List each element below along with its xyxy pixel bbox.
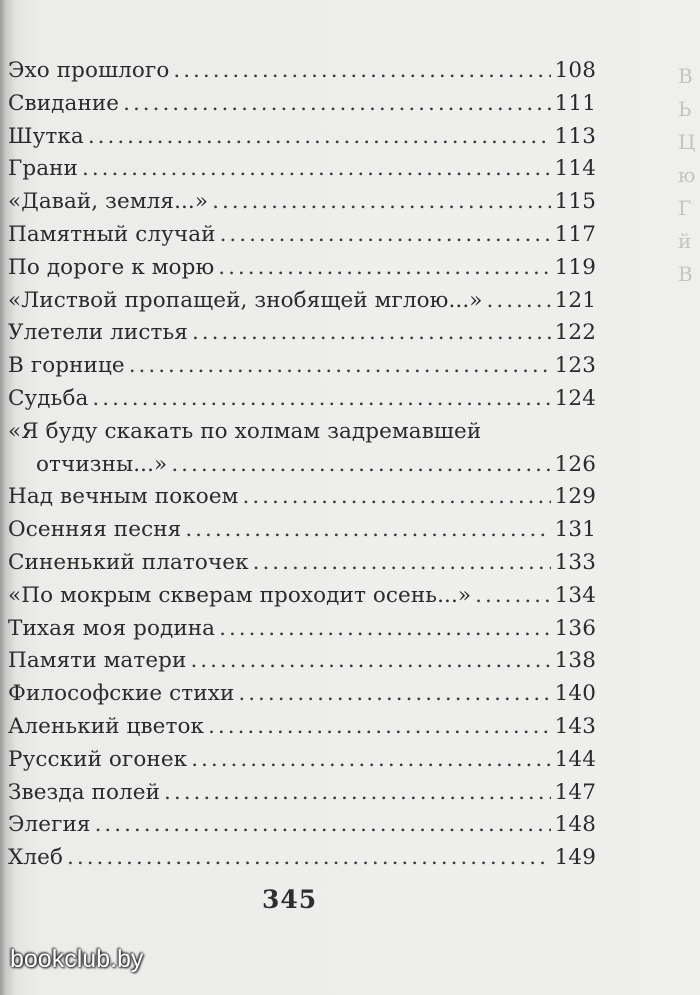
toc-entry-title: Судьба	[8, 385, 89, 411]
toc-entry[interactable]	[8, 550, 596, 583]
toc-entry-page: 115	[554, 189, 596, 215]
toc-entry[interactable]	[8, 91, 596, 124]
leader-dots	[67, 845, 551, 870]
toc-entry-title: Элегия	[8, 812, 91, 838]
toc-entry[interactable]	[8, 156, 596, 189]
watermark: bookclub.by	[10, 945, 144, 973]
leader-dots	[218, 255, 550, 280]
leader-dots	[95, 812, 551, 837]
toc-entry-page: 123	[554, 353, 596, 379]
leader-dots	[242, 484, 550, 509]
leader-dots	[173, 58, 550, 83]
toc-entry[interactable]	[8, 747, 596, 780]
toc-entry[interactable]	[8, 58, 596, 91]
toc-entry-page: 117	[554, 221, 596, 247]
toc-entry-page: 114	[554, 156, 596, 182]
leader-dots	[92, 386, 550, 411]
toc-entry-title: По дороге к морю	[8, 254, 215, 280]
leader-dots	[82, 156, 551, 181]
toc-entry-page: 147	[554, 779, 596, 805]
leader-dots	[88, 124, 551, 149]
leader-dots	[129, 353, 551, 378]
toc-entry[interactable]	[8, 320, 596, 353]
leader-dots	[220, 222, 551, 247]
toc-entry[interactable]	[8, 648, 596, 681]
toc-entry-page: 140	[554, 681, 596, 707]
page-number: 345	[262, 885, 318, 914]
toc-entry-page: 126	[554, 451, 596, 477]
toc-entry-page: 108	[554, 58, 596, 83]
toc-entry-page: 122	[554, 320, 596, 346]
toc-entry-page: 149	[554, 845, 596, 871]
leader-dots	[171, 452, 550, 477]
toc-entry[interactable]	[8, 812, 596, 845]
toc-entry-title: Тихая моя родина	[8, 615, 216, 641]
leader-dots	[219, 616, 551, 641]
toc-entry[interactable]	[8, 845, 596, 878]
toc-entry-title: Грани	[8, 156, 78, 182]
toc-entry-page: 131	[554, 517, 596, 543]
table-of-contents	[8, 58, 596, 878]
toc-entry-title: Осенняя песня	[8, 517, 182, 543]
leader-dots	[212, 189, 551, 214]
leader-dots	[123, 91, 551, 116]
leader-dots	[487, 288, 551, 313]
toc-entry-title: «Я буду скакать по холмам задремавшей	[8, 418, 482, 444]
toc-entry-title: Русский огонек	[8, 746, 188, 772]
show-through-text: В Ь Ц ю Г й В	[678, 64, 696, 286]
toc-entry-title: Памяти матери	[8, 648, 187, 674]
toc-entry[interactable]	[8, 484, 596, 517]
leader-dots	[191, 747, 550, 772]
toc-entry-title: Свидание	[8, 90, 120, 116]
leader-dots	[185, 517, 550, 542]
toc-entry-title: Аленький цветок	[8, 713, 205, 739]
toc-entry-title: отчизны...»	[36, 451, 168, 477]
leader-dots	[208, 714, 551, 739]
toc-entry[interactable]	[8, 616, 596, 649]
toc-entry-page: 138	[554, 648, 596, 674]
toc-entry-continuation[interactable]	[8, 452, 596, 485]
toc-entry-title: Шутка	[8, 123, 84, 149]
toc-entry-page: 124	[554, 385, 596, 411]
toc-entry[interactable]	[8, 681, 596, 714]
toc-entry[interactable]	[8, 189, 596, 222]
toc-entry-page: 148	[554, 812, 596, 838]
toc-entry-page: 136	[554, 615, 596, 641]
toc-entry-title: Синенький платочек	[8, 549, 249, 575]
toc-entry-page: 113	[554, 123, 596, 149]
toc-entry[interactable]	[8, 517, 596, 550]
toc-entry-title: Над вечным покоем	[8, 484, 239, 510]
toc-entry-page: 134	[554, 582, 596, 608]
leader-dots	[238, 681, 550, 706]
toc-entry-page: 119	[554, 254, 596, 280]
toc-entry-title: Памятный случай	[8, 221, 216, 247]
toc-entry-title: «По мокрым скверам проходит осень...»	[8, 582, 472, 608]
toc-entry-page: 144	[554, 746, 596, 772]
toc-entry[interactable]	[8, 353, 596, 386]
toc-entry-page: 133	[554, 549, 596, 575]
toc-entry[interactable]	[8, 255, 596, 288]
toc-entry[interactable]	[8, 419, 596, 452]
toc-entry-page: 143	[554, 713, 596, 739]
toc-entry[interactable]	[8, 714, 596, 747]
leader-dots	[190, 648, 550, 673]
toc-entry[interactable]	[8, 222, 596, 255]
toc-entry[interactable]	[8, 124, 596, 157]
toc-entry-page: 111	[554, 90, 596, 116]
leader-dots	[192, 320, 551, 345]
toc-entry-title: Звезда полей	[8, 779, 161, 805]
toc-entry[interactable]	[8, 780, 596, 813]
toc-entry-title: «Давай, земля...»	[8, 189, 209, 215]
toc-entry-title: «Листвой пропащей, знобящей мглою...»	[8, 287, 483, 313]
toc-entry[interactable]	[8, 288, 596, 321]
leader-dots	[475, 583, 550, 608]
toc-entry-title: Улетели листья	[8, 320, 188, 346]
toc-entry-page: 121	[554, 287, 596, 313]
toc-entry[interactable]	[8, 583, 596, 616]
leader-dots	[253, 550, 551, 575]
toc-entry-title: Философские стихи	[8, 681, 235, 707]
toc-entry-title: Хлеб	[8, 845, 64, 871]
leader-dots	[164, 780, 551, 805]
toc-entry-title: В горнице	[8, 353, 125, 379]
toc-entry[interactable]	[8, 386, 596, 419]
toc-entry-title: Эхо прошлого	[8, 58, 170, 83]
toc-entry-page: 129	[554, 484, 596, 510]
